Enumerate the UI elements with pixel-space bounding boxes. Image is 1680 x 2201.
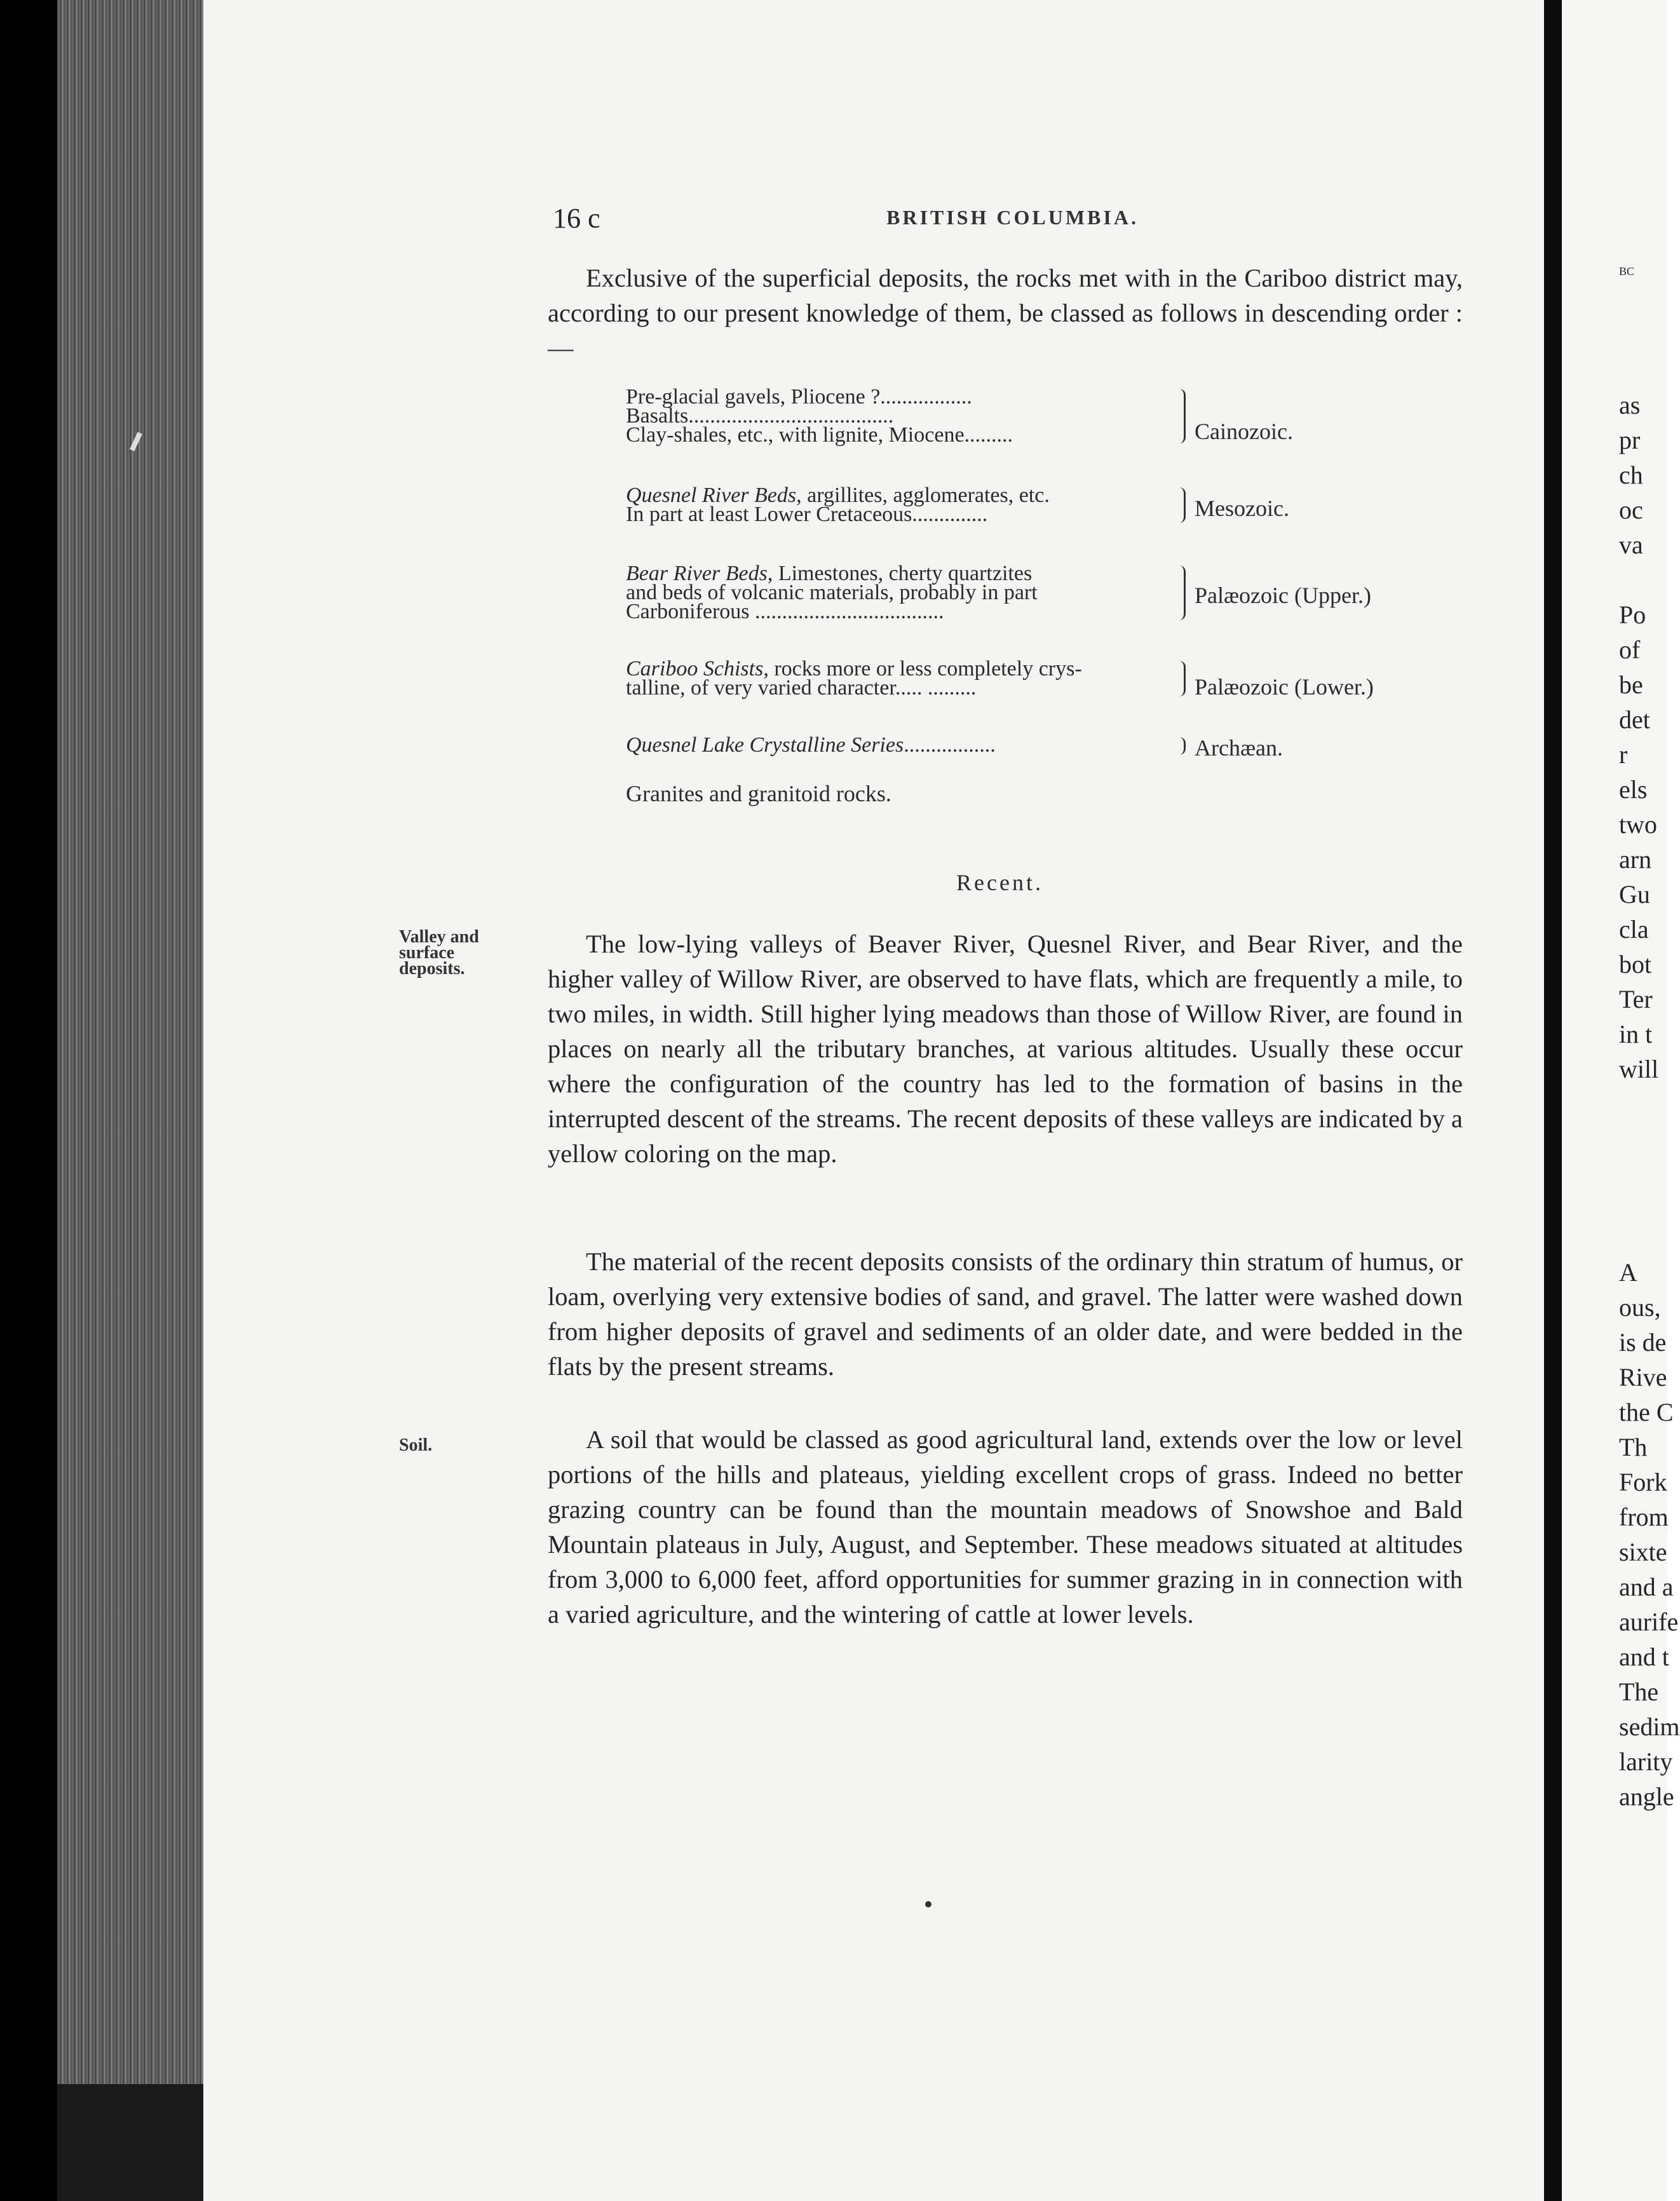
right-page-fragment: Po	[1619, 600, 1646, 629]
right-page-fragment: angle	[1619, 1782, 1674, 1811]
era-label: Mesozoic.	[1195, 496, 1289, 521]
right-page-fragment: cla	[1619, 915, 1649, 944]
right-page-fragment: ous,	[1619, 1293, 1661, 1322]
right-page-fragment: A	[1619, 1258, 1637, 1287]
paragraph-material: The material of the recent deposits consists of the ordinary thin stratum of humus, or loam, overlying very extensive bodies of sand, and gravel. The latter were washed down from higher deposits of gravel and sediments of an older date, and were bedded in the flats by the present streams.	[548, 1247, 1463, 1381]
right-page-fragment: aurife	[1619, 1608, 1679, 1636]
right-page-fragment: is de	[1619, 1328, 1667, 1357]
right-page-fragment: Gu	[1619, 880, 1650, 909]
right-page-fragment: els	[1619, 775, 1648, 804]
right-page-fragment: larity	[1619, 1747, 1673, 1776]
brace	[1177, 565, 1186, 620]
brace	[1177, 487, 1186, 523]
classification-line: Quesnel River Beds, argillites, agglomerates, etc.	[626, 484, 1050, 507]
right-page-fragment: be	[1619, 670, 1643, 699]
right-page-fragment: arn	[1619, 845, 1652, 874]
book-gutter	[1544, 0, 1562, 2201]
right-page-fragment: ch	[1619, 461, 1643, 489]
intro-paragraph: Exclusive of the superficial deposits, the rocks met with in the Cariboo district may, according to our present knowledge of them, be classed as follows in descending order :—	[548, 264, 1463, 362]
right-page	[1562, 0, 1667, 2201]
era-label: Palæozoic (Lower.)	[1195, 674, 1374, 700]
right-page-fragment: bot	[1619, 950, 1652, 979]
scan-border	[0, 0, 57, 2201]
granites-line: Granites and granitoid rocks.	[626, 781, 891, 806]
right-page-fragment: as	[1619, 391, 1641, 419]
classification-line: and beds of volcanic materials, probably in part	[626, 581, 1038, 604]
right-page-fragment: in t	[1619, 1020, 1653, 1048]
paragraph-soil: A soil that would be classed as good agricultural land, extends over the low or level portions of the hills and plateaus, yielding excellent crops of grass. Indeed no better grazing country can be found than the mountain meadows of Snowshoe and Bald Mountain plateaus in July, August, and September. These meadows situated at altitudes from 3,000 to 6,000 feet, afford opportunities for summer grazing in in connection with a varied agriculture, and the wintering of cattle at lower levels.	[548, 1425, 1463, 1629]
classification-line: Basalts......................................	[626, 404, 894, 428]
right-page-fragment: sedim	[1619, 1712, 1680, 1741]
right-page-fragment: BC	[1619, 265, 1635, 278]
classification-line: Quesnel Lake Crystalline Series.................	[626, 733, 996, 757]
right-page-fragment: Fork	[1619, 1468, 1667, 1496]
right-page-fragment: and t	[1619, 1642, 1669, 1671]
classification-line: Clay-shales, etc., with lignite, Miocene.........	[626, 423, 1013, 447]
right-page-fragment: from	[1619, 1503, 1669, 1531]
brace	[1177, 389, 1186, 444]
right-page-fragment: the C	[1619, 1398, 1674, 1426]
era-label: Cainozoic.	[1195, 419, 1293, 444]
paragraph-valleys: The low-lying valleys of Beaver River, Quesnel River, and Bear River, and the higher valley of Willow River, are observed to have flats, which are frequently a mile, to two miles, in width. Still higher lying meadows than those of Willow River, are found in places on nearly all the tributary branches, at various altitudes. Usually these occur where the configuration of the country has led to the formation of basins in the interrupted descent of the streams. The recent deposits of these valleys are indicated by a yellow coloring on the map.	[548, 930, 1463, 1168]
page-edges-bottom	[57, 2084, 203, 2201]
right-page-fragment: det	[1619, 705, 1650, 734]
brace	[1177, 661, 1186, 696]
era-label: Archæan.	[1195, 735, 1283, 761]
right-page-fragment: will	[1619, 1055, 1659, 1083]
classification-line: Bear River Beds, Limestones, cherty quartzites	[626, 562, 1033, 585]
right-page-fragment: va	[1619, 531, 1643, 559]
running-head: BRITISH COLUMBIA.	[886, 206, 1139, 229]
page-header	[553, 202, 1468, 240]
classification-line: In part at least Lower Cretaceous..............	[626, 503, 988, 526]
classification-line: Pre-glacial gavels, Pliocene ?.................	[626, 385, 972, 409]
right-page-fragment: and a	[1619, 1573, 1674, 1601]
section-title: Recent.	[956, 870, 1043, 895]
classification-line: Cariboo Schists, rocks more or less completely crys-	[626, 657, 1082, 681]
page-number: 16 c	[553, 203, 600, 234]
margin-note-valley: Valley and surface deposits.	[399, 927, 479, 979]
right-page-fragment: of	[1619, 635, 1641, 664]
margin-note-soil: Soil.	[399, 1435, 433, 1455]
classification-line: Carboniferous ...................................	[626, 600, 944, 623]
right-page-fragment: oc	[1619, 496, 1643, 524]
right-page-fragment: sixte	[1619, 1538, 1667, 1566]
right-page-fragment: Rive	[1619, 1363, 1667, 1392]
ink-dot	[925, 1901, 931, 1907]
era-label: Palæozoic (Upper.)	[1195, 583, 1371, 608]
right-page-fragment: The	[1619, 1677, 1659, 1706]
right-page-fragment: Th	[1619, 1433, 1648, 1461]
right-page-fragment: r	[1619, 740, 1628, 769]
classification-line: talline, of very varied character..... .........	[626, 676, 977, 700]
right-page-fragment: two	[1619, 810, 1657, 839]
right-page-fragment: pr	[1619, 426, 1641, 454]
brace	[1177, 737, 1186, 755]
page-edges	[57, 0, 203, 2201]
right-page-fragment: Ter	[1619, 985, 1653, 1013]
